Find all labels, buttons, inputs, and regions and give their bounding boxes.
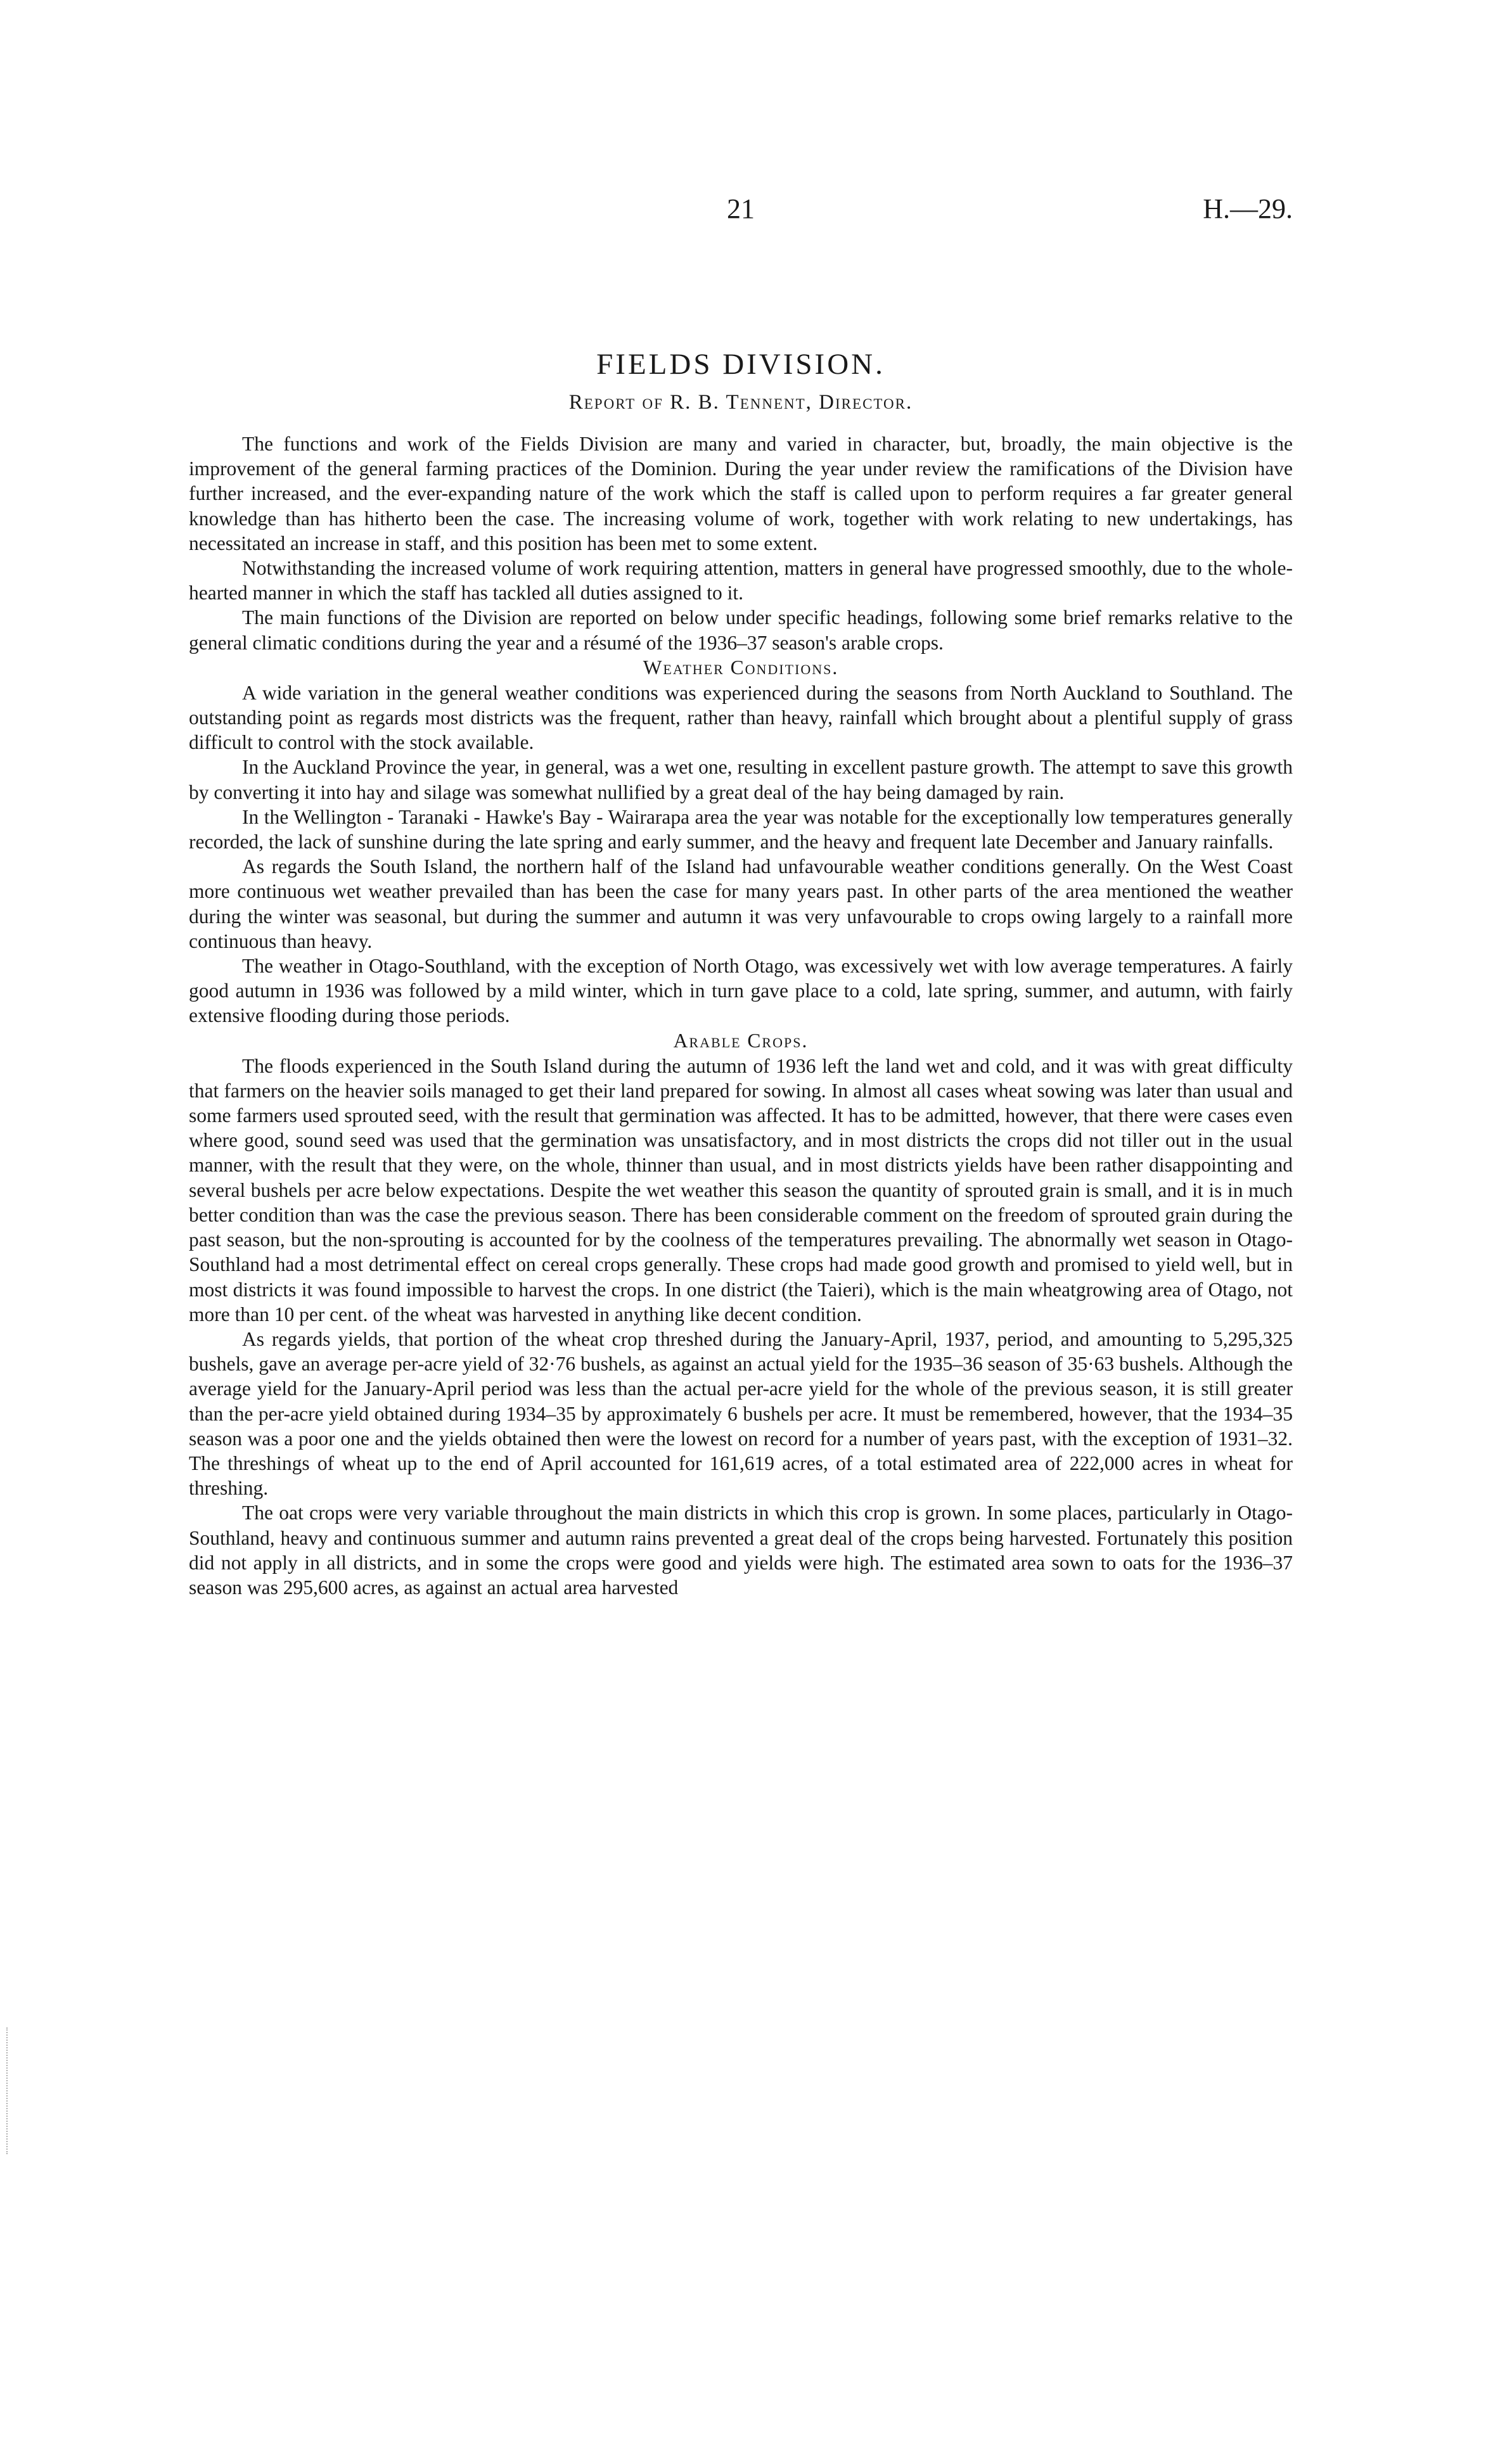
weather-paragraph: As regards the South Island, the northern half of the Island had unfavourable weather conditions generally. On the West Coast more continuous wet weather prevailed than has been the case for many years past. In other parts of the area mentioned the weather during the winter was seasonal, but during the summer and autumn it was very unfavourable to crops owing largely to a rainfall more continuous than heavy.	[189, 855, 1293, 952]
intro-paragraph: The main functions of the Division are reported on below under specific headings, following some brief remarks relative to the general climatic conditions during the year and a résumé of the 1936–37 season's arable crops.	[189, 606, 1293, 654]
running-header	[189, 190, 1293, 228]
arable-paragraph: The oat crops were very variable throughout the main districts in which this crop is grown. In some places, particularly in Otago-Southland, heavy and continuous summer and autumn rains prevented a great deal of the crops being harvested. Fortunately this position did not apply in all districts, and in some the crops were good and yields were high. The estimated area sown to oats for the 1936–37 season was 295,600 acres, as against an actual area harvested	[189, 1502, 1293, 1599]
body-text	[189, 345, 1293, 1600]
division-title: FIELDS DIVISION.	[596, 348, 885, 381]
report-byline: Report of R. B. Tennent, Director.	[568, 391, 913, 414]
document-reference: H.—29.	[1203, 193, 1293, 224]
arable-paragraph: The floods experienced in the South Island during the autumn of 1936 left the land wet and cold, and it was with great difficulty that farmers on the heavier soils managed to get their land prepared for sowing. In almost all cases wheat sowing was later than usual and some farmers used sprouted seed, with the result that germination was affected. It has to be admitted, however, that there were cases even where good, sound seed was used that the germination was unsatisfactory, and in most districts the crops did not tiller out in the usual manner, with the result that they were, on the whole, thinner than usual, and in most districts yields have been rather disappointing and several bushels per acre below expectations. Despite the wet weather this season the quantity of sprouted grain is small, and it is in much better condition than was the case the previous season. There has been considerable comment on the freedom of sprouted grain during the past season, but the non-sprouting is accounted for by the coolness of the temperatures prevailing. The abnormally wet season in Otago-Southland had a most detrimental effect on cereal crops generally. These crops had made good growth and promised to yield well, but in most districts it was found impossible to harvest the crops. In one district (the Taieri), which is the main wheatgrowing area of Otago, not more than 10 per cent. of the wheat was harvested in anything like decent condition.	[189, 1054, 1293, 1325]
section-heading-weather: Weather Conditions.	[643, 656, 839, 679]
section-heading-arable: Arable Crops.	[673, 1029, 809, 1052]
weather-paragraph: In the Wellington - Taranaki - Hawke's Bay - Wairarapa area the year was notable for the exceptionally low temperatures generally recorded, the lack of sunshine during the late spring and early summer, and the heavy and frequent late December and January rainfalls.	[189, 805, 1293, 853]
page-number: 21	[727, 193, 755, 224]
intro-paragraph: The functions and work of the Fields Division are many and varied in character, but, broadly, the main objective is the improvement of the general farming practices of the Dominion. During the year under review the ramifications of the Division have further increased, and the ever-expanding nature of the work which the staff is called upon to perform requires a far greater general knowledge than has hitherto been the case. The increasing volume of work, together with work relating to new undertakings, has necessitated an increase in staff, and this position has been met to some extent.	[189, 433, 1293, 554]
arable-paragraph: As regards yields, that portion of the wheat crop threshed during the January-April, 1937, period, and amounting to 5,295,325 bushels, gave an average per-acre yield of 32·76 bushels, as against an actual yield for the 1935–36 season of 35·63 bushels. Although the average yield for the January-April period was less than the actual per-acre yield for the whole of the previous season, it is still greater than the per-acre yield obtained during 1934–35 by approximately 6 bushels per acre. It must be remembered, however, that the 1934–35 season was a poor one and the yields obtained then were the lowest on record for a number of years past, with the exception of 1931–32. The threshings of wheat up to the end of April accounted for 161,619 acres, of a total estimated area of 222,000 acres in wheat for threshing.	[189, 1327, 1293, 1500]
weather-paragraph: The weather in Otago-Southland, with the exception of North Otago, was excessively wet with low average temperatures. A fairly good autumn in 1936 was followed by a mild winter, which in turn gave place to a cold, late spring, summer, and autumn, with fairly extensive flooding during those periods.	[189, 955, 1293, 1027]
intro-paragraph: Notwithstanding the increased volume of work requiring attention, matters in general have progressed smoothly, due to the whole-hearted manner in which the staff has tackled all duties assigned to it.	[189, 557, 1293, 604]
weather-paragraph: In the Auckland Province the year, in general, was a wet one, resulting in excellent pasture growth. The attempt to save this growth by converting it into hay and silage was somewhat nullified by a great deal of the hay being damaged by rain.	[189, 756, 1293, 803]
weather-paragraph: A wide variation in the general weather conditions was experienced during the seasons from North Auckland to Southland. The outstanding point as regards most districts was the frequent, rather than heavy, rainfall which brought about a plentiful supply of grass difficult to control with the stock available.	[189, 681, 1293, 754]
scan-margin-mark	[6, 2027, 14, 2154]
